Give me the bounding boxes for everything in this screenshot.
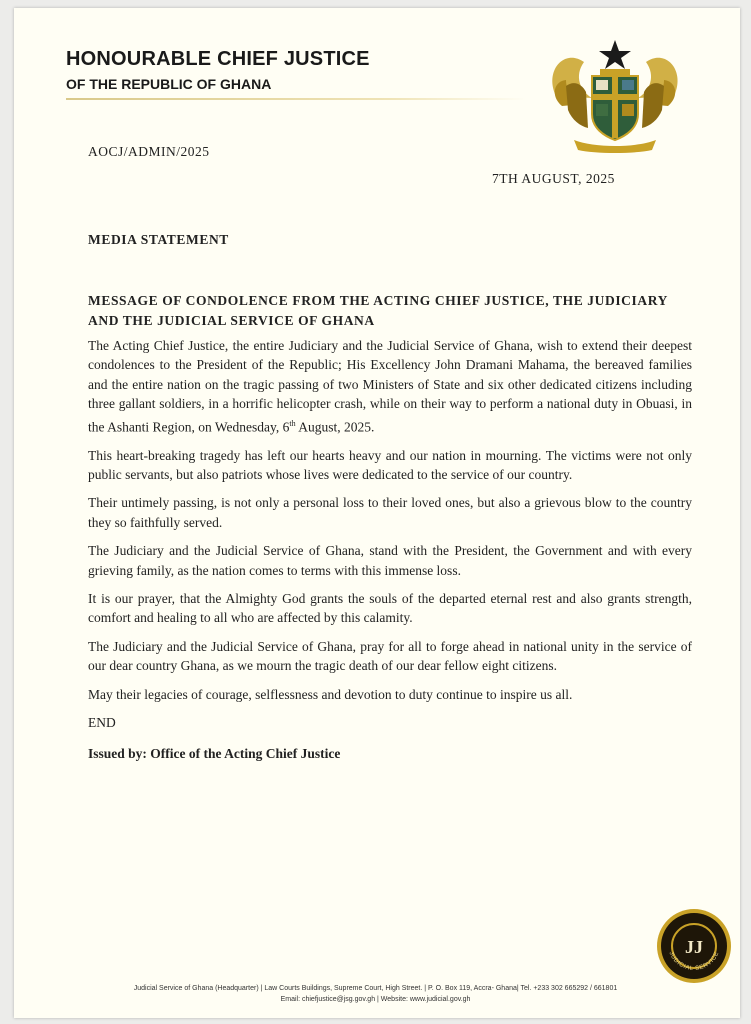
paragraph-2: This heart-breaking tragedy has left our hearts heavy and our nation in mourning. The victims were not only public servants, but also patriots whose lives were dedicated to the service of our country. (88, 447, 692, 482)
reference-number: AOCJ/ADMIN/2025 (88, 144, 210, 159)
paragraph-4: The Judiciary and the Judicial Service of Ghana, stand with the President, the Government and with every grieving family, as the nation comes to terms with this immense loss. (88, 543, 692, 578)
end-marker: END (88, 715, 116, 730)
seal-ring-text: JUDICIAL SERVICE (667, 950, 721, 973)
footer-address-line: Judicial Service of Ghana (Headquarter) | Law Courts Buildings, Supreme Court, High Street. | P. O. Box 119, Accra- Ghana| Tel. +233 302 665292 / 661801 (133, 985, 618, 992)
letter-date: 7TH AUGUST, 2025 (492, 171, 615, 186)
paragraph-5: It is our prayer, that the Almighty God grants the souls of the departed eternal rest and also grants strength, comfort and healing to all who are affected by this calamity. (88, 590, 692, 626)
paragraph-7: May their legacies of courage, selflessness and devotion to duty continue to inspire us all. (88, 686, 573, 702)
paragraph-6: The Judiciary and the Judicial Service of Ghana, pray for all to forge ahead in national unity in the service of our dear country Ghana, as we mourn the tragic death of our dear fellow eight citizens. (88, 638, 692, 674)
judicial-service-seal-logo (656, 908, 732, 984)
footer-contact-line: Email: chiefjustice@jsg.gov.gh | Website: www.judicial.gov.gh (280, 996, 471, 1003)
letter-page (14, 8, 740, 1018)
statement-body (88, 336, 692, 764)
issued-by: Issued by: Office of the Acting Chief Justice (88, 746, 341, 762)
letterhead-subtitle: OF THE REPUBLIC OF GHANA (66, 76, 272, 92)
seal-initials: JJ (685, 937, 703, 957)
statement-heading: MESSAGE OF CONDOLENCE FROM THE ACTING CHIEF JUSTICE, THE JUDICIARY AND THE JUDICIAL SERVICE OF GHANA (88, 293, 668, 328)
media-statement-label: MEDIA STATEMENT (88, 232, 229, 247)
paragraph-3: Their untimely passing, is not only a personal loss to their loved ones, but also a grievous blow to the country they so faithfully served. (88, 495, 692, 530)
ghana-coat-of-arms-emblem (544, 36, 686, 154)
letter-footer (0, 983, 751, 1005)
paragraph-1: The Acting Chief Justice, the entire Judiciary and the Judicial Service of Ghana, wish to extend their deepest condolences to the President of the Republic; His Excellency John Dramani Mahama, the bereaved families and the entire nation on the tragic passing of two Ministers of State and six other dedicated citizens including three gallant soldiers, in a horrific helicopter crash, while on their way to perform a national duty in Obuasi, in the Ashanti Region, on Wednesday, 6th August, 2025. (88, 338, 692, 435)
letterhead-divider (66, 98, 526, 100)
letterhead-title: HONOURABLE CHIEF JUSTICE (66, 48, 370, 70)
